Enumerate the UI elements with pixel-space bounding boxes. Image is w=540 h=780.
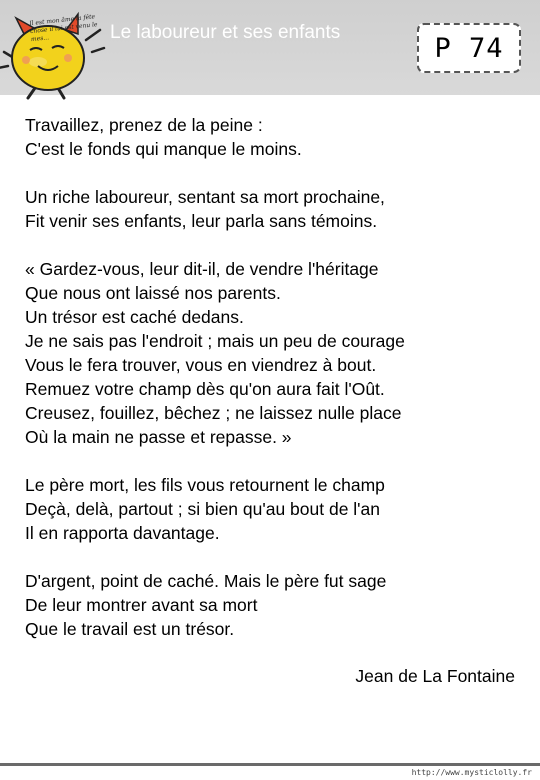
- stanza: [25, 185, 525, 233]
- stanza: [25, 113, 525, 161]
- poem-line: C'est le fonds qui manque le moins.: [25, 139, 302, 159]
- poem-line: Vous le fera trouver, vous en viendrez à bout.: [25, 355, 377, 375]
- footer: [0, 760, 540, 780]
- stanza: [25, 257, 525, 449]
- poem-line: Deçà, delà, partout ; si bien qu'au bout de l'an: [25, 499, 380, 519]
- footer-url: http://www.mysticlolly.fr: [411, 768, 532, 777]
- page-title: Le laboureur et ses enfants: [110, 22, 341, 43]
- poem-line: « Gardez-vous, leur dit-il, de vendre l'héritage: [25, 259, 379, 279]
- poem-line: Creusez, fouillez, bêchez ; ne laissez nulle place: [25, 403, 402, 423]
- poem-line: Un riche laboureur, sentant sa mort prochaine,: [25, 187, 385, 207]
- poem-line: Que le travail est un trésor.: [25, 619, 235, 639]
- poem-line: De leur montrer avant sa mort: [25, 595, 258, 615]
- poem-author: Jean de La Fontaine: [355, 666, 515, 686]
- page-number: P 74: [434, 32, 504, 64]
- poem-line: Je ne sais pas l'endroit ; mais un peu de courage: [25, 331, 405, 351]
- poem-line: Travaillez, prenez de la peine :: [25, 115, 263, 135]
- poem-line: Un trésor est caché dedans.: [25, 307, 244, 327]
- poem-line: Où la main ne passe et repasse. »: [25, 427, 292, 447]
- poem-line: Le père mort, les fils vous retournent le champ: [25, 475, 385, 495]
- poem-body: [25, 113, 525, 665]
- page-number-box: [417, 23, 521, 73]
- poem-line: Que nous ont laissé nos parents.: [25, 283, 281, 303]
- stanza: [25, 569, 525, 641]
- poem-line: D'argent, point de caché. Mais le père fut sage: [25, 571, 387, 591]
- poem-line: Fit venir ses enfants, leur parla sans témoins.: [25, 211, 378, 231]
- poem-line: Remuez votre champ dès qu'on aura fait l'Oût.: [25, 379, 385, 399]
- handwritten-note: Il est mon âme la fête chose il lui est venu le mes...: [28, 13, 98, 44]
- footer-divider: [0, 763, 540, 766]
- poem-line: Il en rapporta davantage.: [25, 523, 220, 543]
- stanza: [25, 473, 525, 545]
